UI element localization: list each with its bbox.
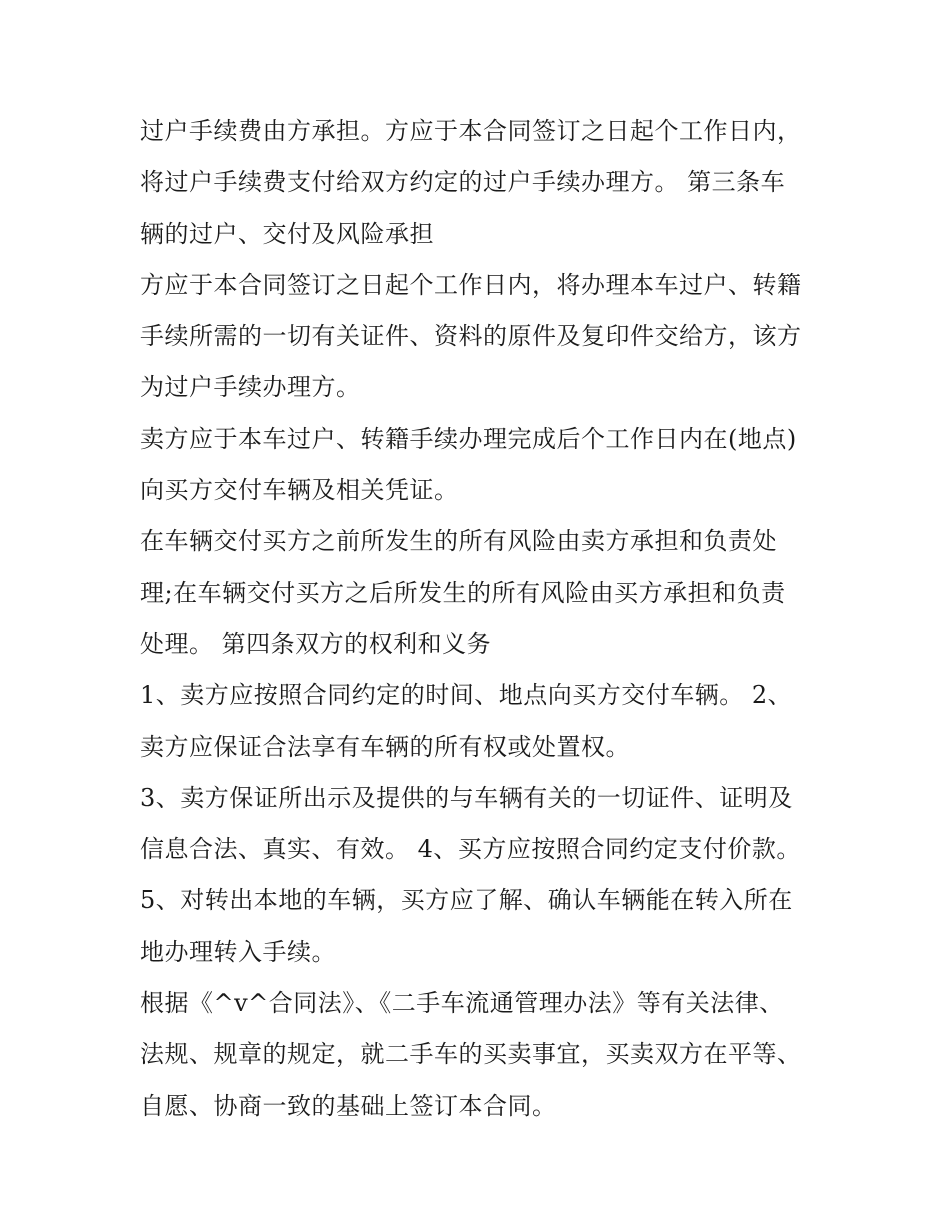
text-line: 手续所需的一切有关证件、资料的原件及复印件交给方，该方 — [140, 322, 802, 351]
text-line: 根据《^v^合同法》、《二手车流通管理办法》等有关法律、 — [140, 989, 784, 1018]
text-line: 卖方应于本车过户、转籍手续办理完成后个工作日内在(地点) — [140, 424, 797, 453]
text-line: 向买方交付车辆及相关凭证。 — [140, 476, 459, 505]
text-line: 在车辆交付买方之前所发生的所有风险由卖方承担和负责处 — [140, 527, 777, 556]
paragraph-vehicle-delivery — [140, 414, 820, 517]
text-line: 辆的过户、交付及风险承担 — [140, 219, 434, 248]
text-line: 将过户手续费支付给双方约定的过户手续办理方。 第三条车 — [140, 168, 786, 197]
text-line: 5、对转出本地的车辆，买方应了解、确认车辆能在转入所在 — [140, 886, 793, 915]
text-line: 3、卖方保证所出示及提供的与车辆有关的一切证件、证明及 — [140, 783, 793, 812]
paragraph-clause-1-2 — [140, 670, 820, 773]
text-line: 处理。 第四条双方的权利和义务 — [140, 629, 492, 658]
text-line: 地办理转入手续。 — [140, 937, 336, 966]
text-line: 1、卖方应按照合同约定的时间、地点向买方交付车辆。 2、 — [140, 681, 793, 710]
text-line: 信息合法、真实、有效。 4、买方应按照合同约定支付价款。 — [140, 835, 801, 864]
paragraph-clause-3-4 — [140, 773, 820, 876]
text-line: 理;在车辆交付买方之后所发生的所有风险由买方承担和负责 — [140, 578, 786, 607]
text-line: 方应于本合同签订之日起个工作日内，将办理本车过户、转籍 — [140, 270, 802, 299]
paragraph-risk — [140, 516, 820, 670]
paragraph-transfer-fee — [140, 106, 820, 260]
paragraph-documents-handover — [140, 260, 820, 414]
text-line: 卖方应保证合法享有车辆的所有权或处置权。 — [140, 732, 630, 761]
text-line: 为过户手续办理方。 — [140, 373, 361, 402]
paragraph-legal-basis — [140, 978, 820, 1132]
document-body — [140, 106, 820, 1132]
text-line: 自愿、协商一致的基础上签订本合同。 — [140, 1091, 557, 1120]
text-line: 过户手续费由方承担。方应于本合同签订之日起个工作日内， — [140, 117, 802, 145]
paragraph-clause-5 — [140, 875, 820, 978]
text-line: 法规、规章的规定，就二手车的买卖事宜，买卖双方在平等、 — [140, 1040, 802, 1069]
